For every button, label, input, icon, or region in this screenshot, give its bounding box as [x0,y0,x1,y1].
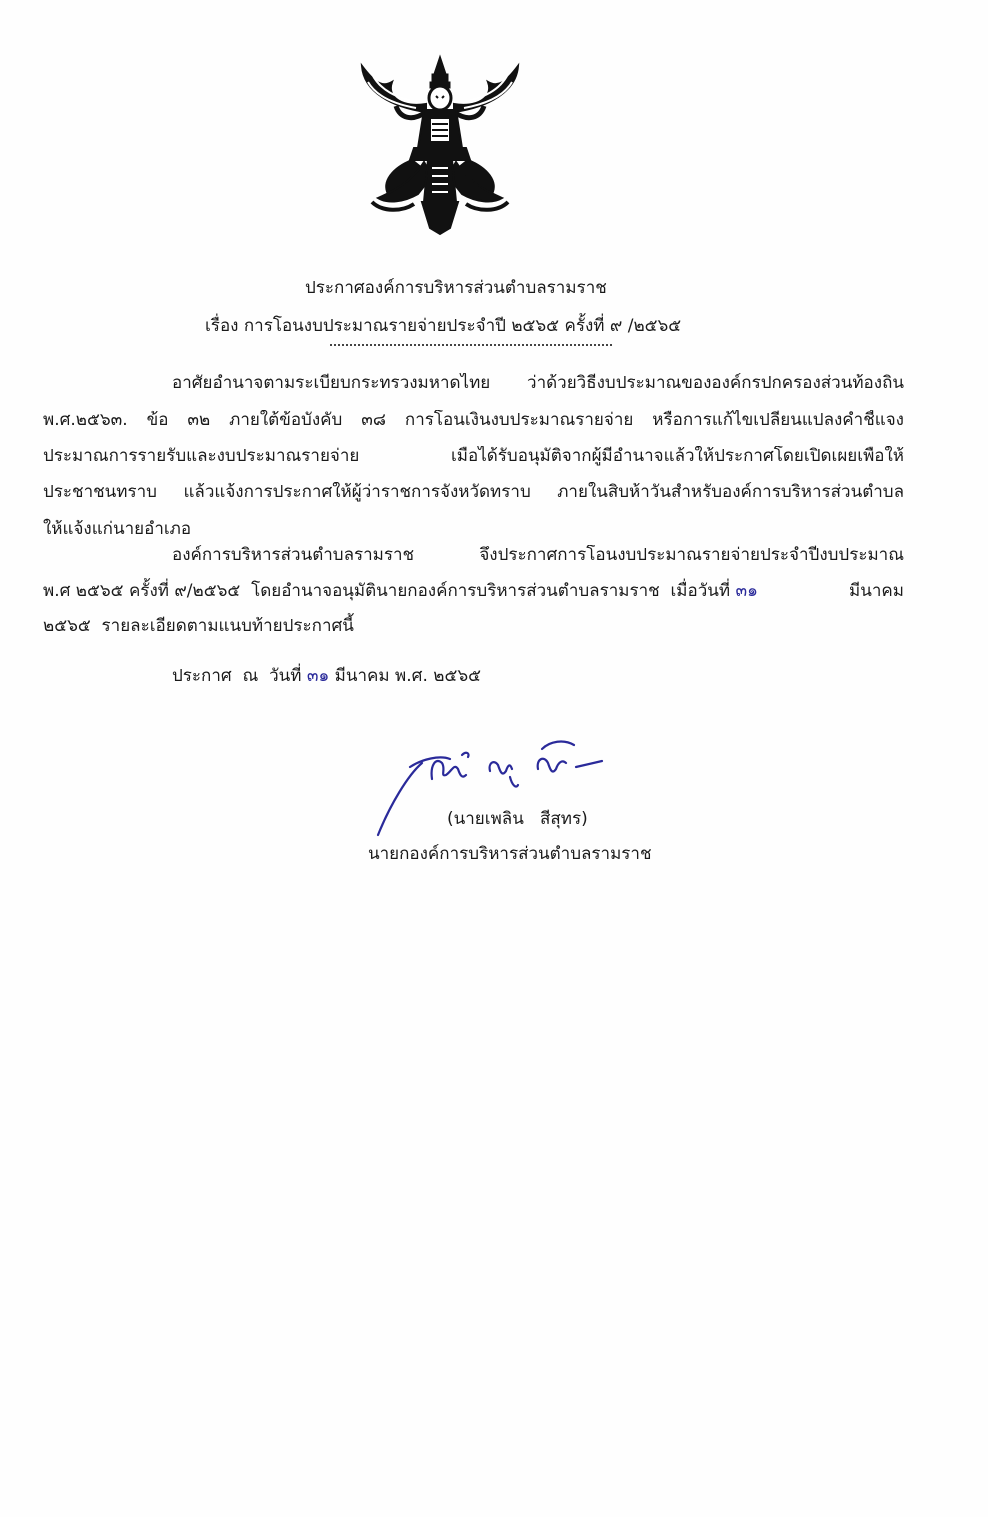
paragraph-1-line-1: อาศัยอำนาจตามระเบียบกระทรวงมหาดไทย ว่าด้วยวิธีงบประมาณขององค์กรปกครองส่วนท้องถิ่น [172,373,904,393]
paragraph-2-date-prefix: พ.ศ ๒๕๖๕ ครั้งที่ ๙/๒๕๖๕ โดยอำนาจอนุมัตินายกองค์การบริหารส่วนตำบลรามราช เมื่อวันที่ [43,581,736,601]
garuda-emblem-icon [352,52,528,236]
announcement-date-suffix: มีนาคม พ.ศ. ๒๕๖๕ [329,666,481,686]
paragraph-1-line-2: พ.ศ.๒๕๖๓. ข้อ ๓๒ ภายใต้ข้อบังคับ ๓๘ การโอนเงินงบประมาณรายจ่าย หรือการแก้ไขเปลี่ยนแปลงคำชี้แจง [43,410,904,430]
paragraph-2-month: มีนาคม [843,581,904,601]
announcement-title: ประกาศองค์การบริหารส่วนตำบลรามราช [305,278,607,298]
paragraph-2-line-2 [43,581,904,601]
paragraph-2-line-3: ๒๕๖๕ รายละเอียดตามแนบท้ายประกาศนี้ [43,616,354,636]
announcement-subject: เรื่อง การโอนงบประมาณรายจ่ายประจำปี ๒๕๖๕ ครั้งที่ ๙ /๒๕๖๕ [205,316,682,336]
paragraph-1-line-5: ให้แจ้งแก่นายอำเภอ [43,519,192,539]
announcement-day: ๓๑ [306,666,330,686]
signer-title: นายกองค์การบริหารส่วนตำบลรามราช [368,844,652,864]
announcement-date [172,662,481,689]
separator-line [330,344,612,346]
paragraph-2-line-1: องค์การบริหารส่วนตำบลรามราช จึงประกาศการโอนงบประมาณรายจ่ายประจำปีงบประมาณ [172,545,904,565]
paragraph-2-day: ๓๑ [735,581,758,601]
paragraph-2-line-2-text [43,581,758,601]
signer-name: (นายเพลิน สีสุทร) [447,809,588,829]
paragraph-1-line-3: ประมาณการรายรับและงบประมาณรายจ่าย เมื่อได้รับอนุมัติจากผู้มีอำนาจแล้วให้ประกาศโดยเปิดเผยเพื่อให้ [43,446,904,466]
announcement-date-prefix: ประกาศ ณ วันที่ [172,666,307,686]
paragraph-1-line-4: ประชาชนทราบ แล้วแจ้งการประกาศให้ผู้ว่าราชการจังหวัดทราบ ภายในสิบห้าวันสำหรับองค์การบริหารส่วนตำบล [43,482,904,502]
